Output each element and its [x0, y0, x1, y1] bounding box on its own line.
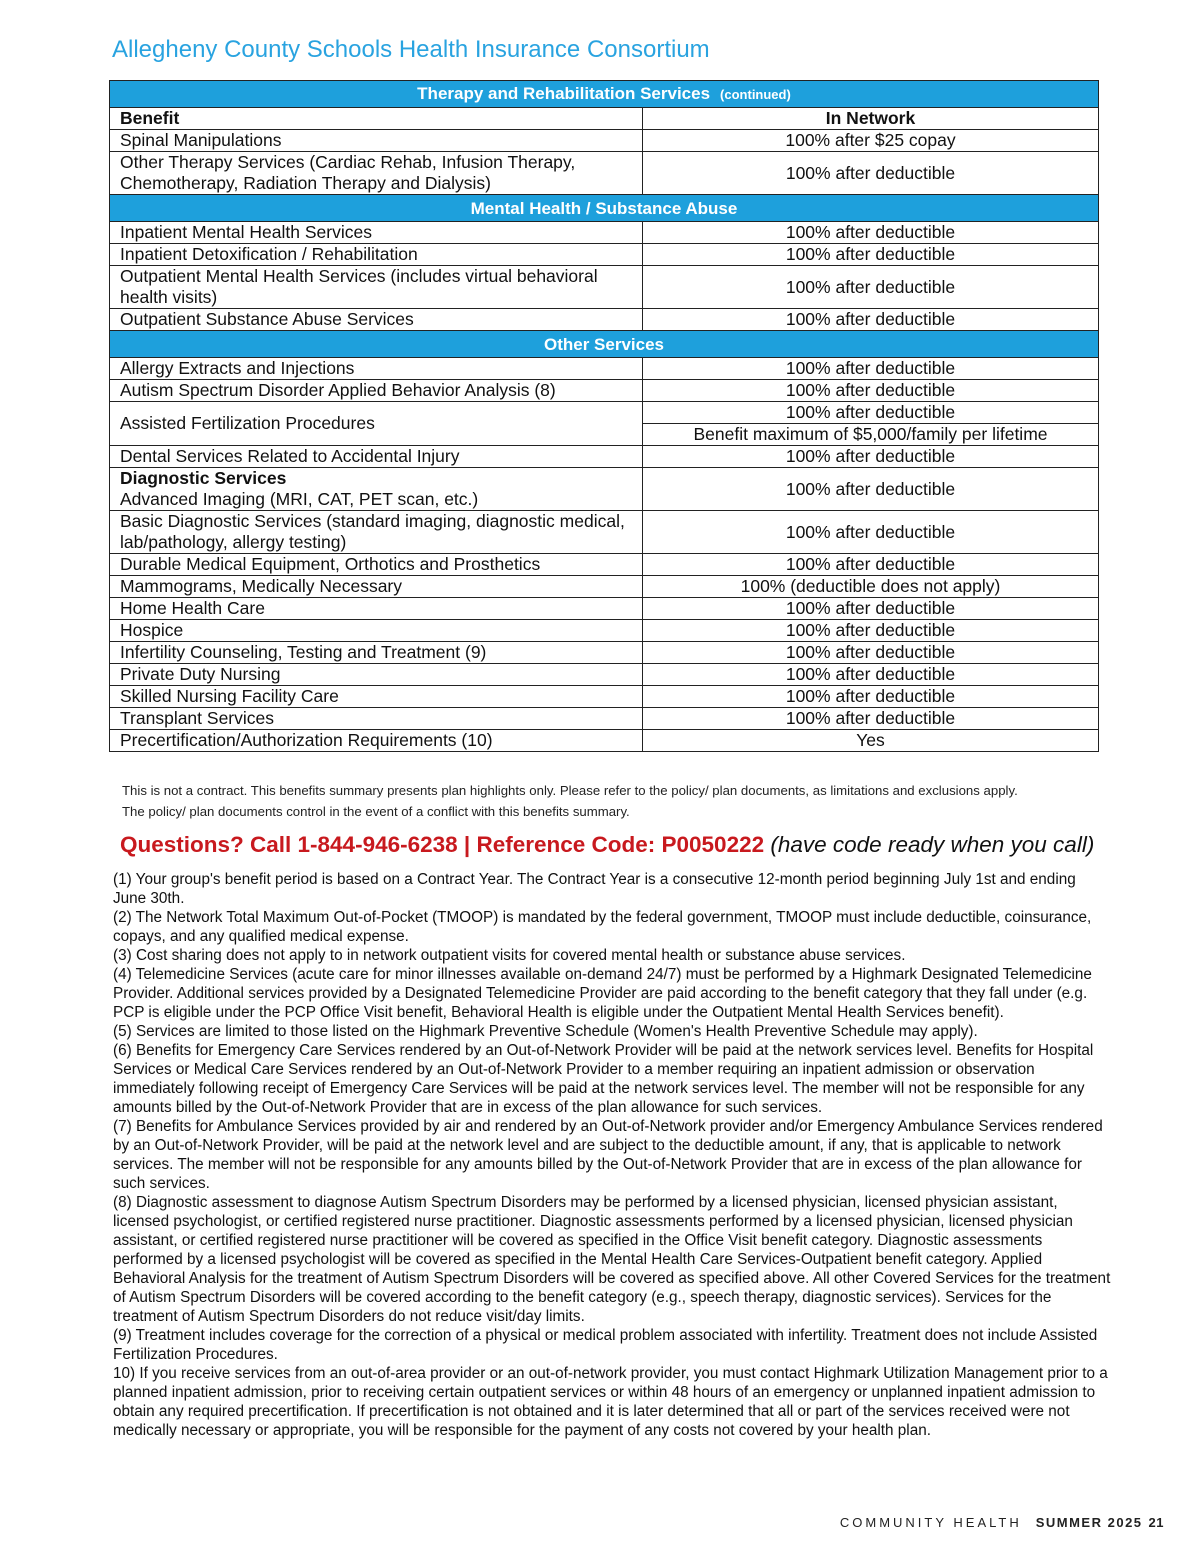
benefit-text: Advanced Imaging (MRI, CAT, PET scan, etc.) — [120, 489, 479, 509]
value-cell: 100% after deductible — [643, 152, 1099, 195]
issue-label: SUMMER 2025 — [1035, 1515, 1143, 1530]
table-row — [110, 554, 1099, 576]
table-row — [110, 686, 1099, 708]
benefit-cell: Home Health Care — [110, 598, 643, 620]
value-cell: 100% after deductible — [643, 511, 1099, 554]
section-header — [110, 81, 1099, 108]
benefit-cell: Hospice — [110, 620, 643, 642]
section-title: Mental Health / Substance Abuse — [110, 195, 1099, 222]
publication-name: COMMUNITY HEALTH — [839, 1515, 1022, 1530]
value-cell: 100% after deductible — [643, 222, 1099, 244]
disclaimer-line: The policy/ plan documents control in the event of a conflict with this benefits summary. — [122, 804, 630, 819]
value-cell: 100% after $25 copay — [643, 130, 1099, 152]
footnote: (6) Benefits for Emergency Care Services rendered by an Out-of-Network Provider will be paid at the network services level. Benefits for Hospital Services or Medical Care Services rendered by an Out-of-Network Provider to a member requiring an inpatient admission or observation immediately following receipt of Emergency Care Services will be paid at the network services level. The member will not be responsible for any amounts billed by the Out-of-Network Provider that are in excess of the plan allowance for such services. — [113, 1042, 1094, 1116]
benefit-cell: Spinal Manipulations — [110, 130, 643, 152]
value-cell: 100% after deductible — [643, 402, 1099, 424]
table-row — [110, 598, 1099, 620]
footnote: (5) Services are limited to those listed on the Highmark Preventive Schedule (Women's Health Preventive Schedule may apply). — [113, 1023, 978, 1040]
value-cell: 100% after deductible — [643, 598, 1099, 620]
column-header-benefit: Benefit — [110, 108, 643, 130]
value-cell: 100% after deductible — [643, 358, 1099, 380]
column-header-in-network: In Network — [643, 108, 1099, 130]
value-cell: 100% after deductible — [643, 664, 1099, 686]
value-cell: 100% after deductible — [643, 554, 1099, 576]
benefits-table — [109, 80, 1099, 752]
value-cell: 100% after deductible — [643, 309, 1099, 331]
footnote: (3) Cost sharing does not apply to in network outpatient visits for covered mental health or substance abuse services. — [113, 947, 906, 964]
value-cell: 100% after deductible — [643, 642, 1099, 664]
table-row — [110, 358, 1099, 380]
benefit-cell: Outpatient Mental Health Services (includes virtual behavioral health visits) — [110, 266, 643, 309]
table-row — [110, 642, 1099, 664]
table-row — [110, 730, 1099, 752]
table-row — [110, 380, 1099, 402]
footnote: (2) The Network Total Maximum Out-of-Pocket (TMOOP) is mandated by the federal government, TMOOP must include deductible, coinsurance, copays, and any qualified medical expense. — [113, 909, 1092, 945]
table-row — [110, 468, 1099, 511]
footnote: (1) Your group's benefit period is based on a Contract Year. The Contract Year is a consecutive 12-month period beginning July 1st and ending June 30th. — [113, 871, 1076, 907]
footnote: 10) If you receive services from an out-of-area provider or an out-of-network provider, you must contact Highmark Utilization Management prior to a planned inpatient admission, prior to receiving certain outpatient services or within 48 hours of an emergency or unplanned inpatient admission to obtain any required precertification. If precertification is not obtained and it is later determined that all or part of the services received were not medically necessary or appropriate, you will be responsible for the payment of any costs not covered by your health plan. — [113, 1365, 1108, 1439]
table-row — [110, 708, 1099, 730]
footnotes — [113, 870, 1113, 1440]
value-cell: 100% after deductible — [643, 686, 1099, 708]
disclaimer — [122, 780, 1122, 822]
value-cell: 100% after deductible — [643, 468, 1099, 511]
page-number: 21 — [1148, 1515, 1164, 1530]
table-row — [110, 402, 1099, 424]
benefit-cell: Basic Diagnostic Services (standard imaging, diagnostic medical, lab/pathology, allergy testing) — [110, 511, 643, 554]
value-cell: 100% (deductible does not apply) — [643, 576, 1099, 598]
table-row — [110, 244, 1099, 266]
table-row — [110, 222, 1099, 244]
contact-phone[interactable]: Questions? Call 1-844-946-6238 | Reference Code: P0050222 — [120, 832, 765, 857]
benefit-cell: Dental Services Related to Accidental Injury — [110, 446, 643, 468]
value-cell: 100% after deductible — [643, 244, 1099, 266]
column-header-row — [110, 108, 1099, 130]
benefit-cell — [110, 468, 643, 511]
section-header — [110, 331, 1099, 358]
benefit-cell: Mammograms, Medically Necessary — [110, 576, 643, 598]
contact-hint: (have code ready when you call) — [770, 832, 1095, 857]
benefit-cell: Skilled Nursing Facility Care — [110, 686, 643, 708]
section-note: (continued) — [720, 87, 791, 102]
table-row — [110, 309, 1099, 331]
table-row — [110, 152, 1099, 195]
page-footer — [840, 1515, 1164, 1530]
benefit-cell: Inpatient Mental Health Services — [110, 222, 643, 244]
value-cell: 100% after deductible — [643, 620, 1099, 642]
benefit-cell: Infertility Counseling, Testing and Treatment (9) — [110, 642, 643, 664]
contact-line — [120, 832, 1094, 858]
benefit-cell: Allergy Extracts and Injections — [110, 358, 643, 380]
benefit-cell: Autism Spectrum Disorder Applied Behavior Analysis (8) — [110, 380, 643, 402]
benefit-cell: Durable Medical Equipment, Orthotics and Prosthetics — [110, 554, 643, 576]
benefit-cell: Precertification/Authorization Requirements (10) — [110, 730, 643, 752]
benefit-cell: Outpatient Substance Abuse Services — [110, 309, 643, 331]
value-cell: 100% after deductible — [643, 380, 1099, 402]
benefit-cell: Assisted Fertilization Procedures — [110, 402, 643, 446]
table-row — [110, 576, 1099, 598]
section-header — [110, 195, 1099, 222]
table-row — [110, 511, 1099, 554]
benefit-cell: Inpatient Detoxification / Rehabilitation — [110, 244, 643, 266]
value-cell-secondary: Benefit maximum of $5,000/family per lifetime — [643, 424, 1099, 446]
footnote: (4) Telemedicine Services (acute care for minor illnesses available on-demand 24/7) must be performed by a Highmark Designated Telemedicine Provider. Additional services provided by a Designated Telemedicine Provider are paid according to the benefit category that they fall under (e.g. PCP is eligible under the PCP Office Visit benefit, Behavioral Health is eligible under the Outpatient Mental Health Services benefit). — [113, 966, 1092, 1021]
benefit-subheading: Diagnostic Services — [120, 468, 287, 488]
footnote: (9) Treatment includes coverage for the correction of a physical or medical problem associated with infertility. Treatment does not include Assisted Fertilization Procedures. — [113, 1327, 1098, 1363]
footnote: (7) Benefits for Ambulance Services provided by air and rendered by an Out-of-Network provider and/or Emergency Ambulance Services rendered by an Out-of-Network Provider, will be paid at the network level and are subject to the deductible amount, if any, that is applicable to network services. The member will not be responsible for any amounts billed by the Out-of-Network Provider that are in excess of the plan allowance for such services. — [113, 1118, 1103, 1192]
value-cell: 100% after deductible — [643, 446, 1099, 468]
benefit-cell: Other Therapy Services (Cardiac Rehab, Infusion Therapy, Chemotherapy, Radiation Therapy and Dialysis) — [110, 152, 643, 195]
page-title: Allegheny County Schools Health Insurance Consortium — [112, 36, 710, 63]
value-cell: 100% after deductible — [643, 266, 1099, 309]
value-cell: Yes — [643, 730, 1099, 752]
section-title: Therapy and Rehabilitation Services — [417, 84, 711, 103]
benefit-cell: Transplant Services — [110, 708, 643, 730]
table-row — [110, 620, 1099, 642]
disclaimer-line: This is not a contract. This benefits summary presents plan highlights only. Please refer to the policy/ plan documents, as limitations and exclusions apply. — [122, 783, 1018, 798]
table-row — [110, 664, 1099, 686]
table-row — [110, 446, 1099, 468]
footnote: (8) Diagnostic assessment to diagnose Autism Spectrum Disorders may be performed by a licensed physician, licensed physician assistant, licensed psychologist, or certified registered nurse practitioner. Diagnostic assessments performed by a licensed physician, licensed physician assistant, or certified registered nurse practitioner will be covered as specified in the Office Visit benefit category. Diagnostic assessments performed by a licensed psychologist will be covered as specified in the Mental Health Care Services-Outpatient benefit category. Applied Behavioral Analysis for the treatment of Autism Spectrum Disorders will be covered as specified above. All other Covered Services for the treatment of Autism Spectrum Disorders will be covered according to the benefit category (e.g., speech therapy, diagnostic services). Services for the treatment of Autism Spectrum Disorders do not reduce visit/day limits. — [113, 1194, 1111, 1325]
section-title: Other Services — [110, 331, 1099, 358]
table-row — [110, 266, 1099, 309]
benefit-cell: Private Duty Nursing — [110, 664, 643, 686]
value-cell: 100% after deductible — [643, 708, 1099, 730]
table-row — [110, 130, 1099, 152]
